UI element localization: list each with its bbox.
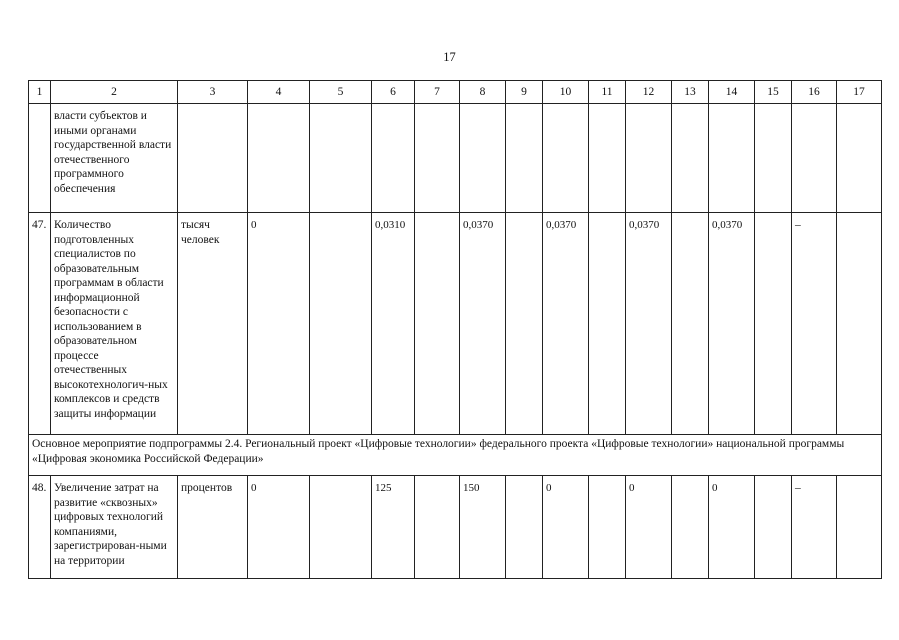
- column-header: 16: [792, 81, 837, 104]
- value-cell: 0,0310: [372, 213, 415, 435]
- column-header: 2: [51, 81, 178, 104]
- value-cell: [415, 476, 460, 579]
- value-cell: [310, 104, 372, 213]
- column-header: 12: [626, 81, 672, 104]
- column-header: 15: [755, 81, 792, 104]
- column-header: 5: [310, 81, 372, 104]
- value-cell: 0: [543, 476, 589, 579]
- value-cell: [709, 104, 755, 213]
- unit-cell: тысяч человек: [178, 213, 248, 435]
- column-header: 8: [460, 81, 506, 104]
- value-cell: [415, 213, 460, 435]
- unit-cell: процентов: [178, 476, 248, 579]
- column-header: 14: [709, 81, 755, 104]
- value-cell: 0: [248, 476, 310, 579]
- value-cell: –: [792, 476, 837, 579]
- value-cell: 150: [460, 476, 506, 579]
- value-cell: 125: [372, 476, 415, 579]
- indicator-name: власти субъектов и иными органами государственной власти отечественного программного обеспечения: [51, 104, 178, 213]
- column-header: 7: [415, 81, 460, 104]
- table-row: [29, 476, 882, 579]
- value-cell: [837, 104, 882, 213]
- column-header: 6: [372, 81, 415, 104]
- column-header: 9: [506, 81, 543, 104]
- value-cell: [310, 476, 372, 579]
- value-cell: [837, 476, 882, 579]
- value-cell: [755, 476, 792, 579]
- value-cell: 0,0370: [543, 213, 589, 435]
- value-cell: [506, 104, 543, 213]
- value-cell: [755, 213, 792, 435]
- value-cell: [672, 476, 709, 579]
- value-cell: 0: [248, 213, 310, 435]
- indicator-name: Количество подготовленных специалистов по образовательным программам в области информационной безопасности с использованием в образовательном процессе отечественных высокотехнологич-ных комплексов и средств защиты информации: [51, 213, 178, 435]
- column-header: 3: [178, 81, 248, 104]
- row-number: 48.: [29, 476, 51, 579]
- value-cell: [672, 213, 709, 435]
- row-number: [29, 104, 51, 213]
- value-cell: [589, 104, 626, 213]
- value-cell: 0,0370: [709, 213, 755, 435]
- column-header: 10: [543, 81, 589, 104]
- column-header: 13: [672, 81, 709, 104]
- column-header: 17: [837, 81, 882, 104]
- column-header: 11: [589, 81, 626, 104]
- value-cell: [248, 104, 310, 213]
- value-cell: [589, 476, 626, 579]
- row-number: 47.: [29, 213, 51, 435]
- value-cell: [626, 104, 672, 213]
- column-header: 1: [29, 81, 51, 104]
- value-cell: [792, 104, 837, 213]
- column-header: 4: [248, 81, 310, 104]
- header-row: [29, 81, 882, 104]
- value-cell: [543, 104, 589, 213]
- value-cell: [506, 476, 543, 579]
- unit-cell: [178, 104, 248, 213]
- value-cell: [755, 104, 792, 213]
- page-number: 17: [443, 50, 456, 64]
- value-cell: [672, 104, 709, 213]
- value-cell: 0,0370: [626, 213, 672, 435]
- section-row: [29, 435, 882, 476]
- value-cell: [415, 104, 460, 213]
- value-cell: [460, 104, 506, 213]
- table-row: [29, 213, 882, 435]
- indicator-name: Увеличение затрат на развитие «сквозных» цифровых технологий компаниями, зарегистрирован-ными на территории: [51, 476, 178, 579]
- table-row: [29, 104, 882, 213]
- value-cell: –: [792, 213, 837, 435]
- value-cell: [372, 104, 415, 213]
- value-cell: [837, 213, 882, 435]
- value-cell: 0: [626, 476, 672, 579]
- value-cell: 0: [709, 476, 755, 579]
- section-title: Основное мероприятие подпрограммы 2.4. Региональный проект «Цифровые технологии» федерального проекта «Цифровые технологии» национальной программы «Цифровая экономика Российской Федерации»: [29, 435, 882, 476]
- value-cell: 0,0370: [460, 213, 506, 435]
- indicators-table: [28, 80, 882, 579]
- value-cell: [589, 213, 626, 435]
- value-cell: [310, 213, 372, 435]
- value-cell: [506, 213, 543, 435]
